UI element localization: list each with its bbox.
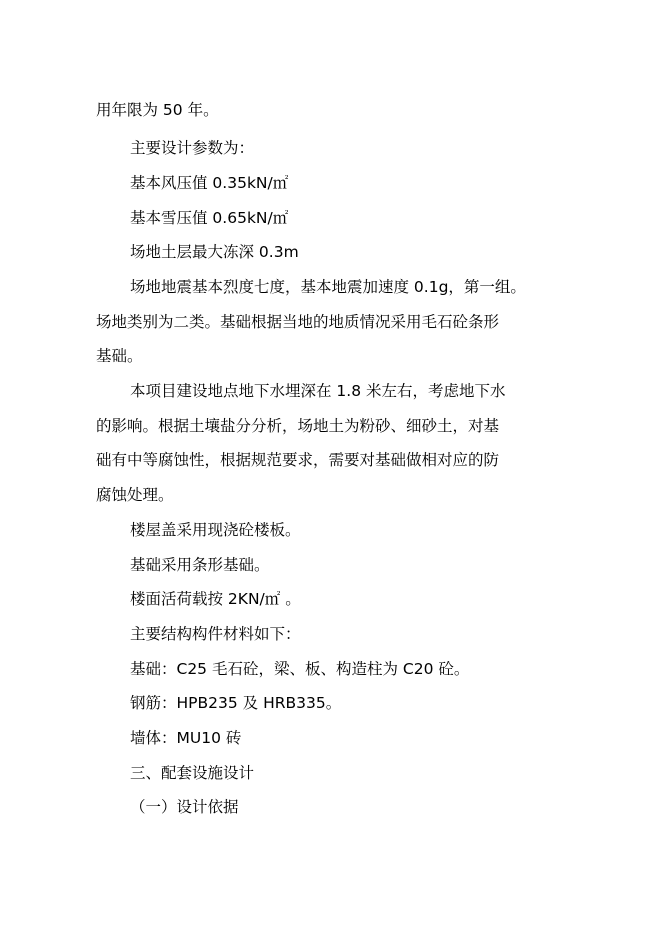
text-line-foundation: 基础。 (96, 347, 143, 365)
text-line-site-category: 场地类别为二类。基础根据当地的地质情况采用毛石砼条形 (96, 313, 500, 331)
text-line-rebar: 钢筋：HPB235 及 HRB335。 (130, 694, 342, 712)
text-line-floor-slab: 楼屋盖采用现浇砼楼板。 (130, 521, 301, 539)
text-line-corrosion-treatment: 腐蚀处理。 (96, 486, 174, 504)
text-line-frost-depth: 场地土层最大冻深 0.3m (130, 243, 299, 261)
text-line-groundwater: 本项目建设地点地下水埋深在 1.8 米左右，考虑地下水 (130, 382, 506, 400)
text-line-wall: 墙体：MU10 砖 (130, 729, 242, 747)
section-heading-facilities-design: 三、配套设施设计 (130, 764, 255, 782)
text-line-strip-foundation: 基础采用条形基础。 (130, 556, 270, 574)
text-line-materials-heading: 主要结构构件材料如下： (130, 625, 301, 643)
text-line-live-load: 楼面活荷载按 2KN/㎡ 。 (130, 590, 301, 608)
text-line-concrete: 基础：C25 毛石砼，梁、板、构造柱为 C20 砼。 (130, 660, 470, 678)
text-line-seismic-intensity: 场地地震基本烈度七度，基本地震加速度 0.1g，第一组。 (130, 278, 526, 296)
text-line-soil-analysis: 的影响。根据土壤盐分分析，场地土为粉砂、细砂土，对基 (96, 417, 500, 435)
text-line-corrosion: 础有中等腐蚀性，根据规范要求，需要对基础做相对应的防 (96, 451, 500, 469)
subsection-heading-design-basis: （一）设计依据 (130, 798, 239, 816)
text-line-main-parameters-heading: 主要设计参数为： (130, 139, 255, 157)
text-line-service-life: 用年限为 50 年。 (96, 101, 219, 119)
text-line-wind-pressure: 基本风压值 0.35kN/㎡ (130, 174, 289, 192)
text-line-snow-pressure: 基本雪压值 0.65kN/㎡ (130, 209, 289, 227)
